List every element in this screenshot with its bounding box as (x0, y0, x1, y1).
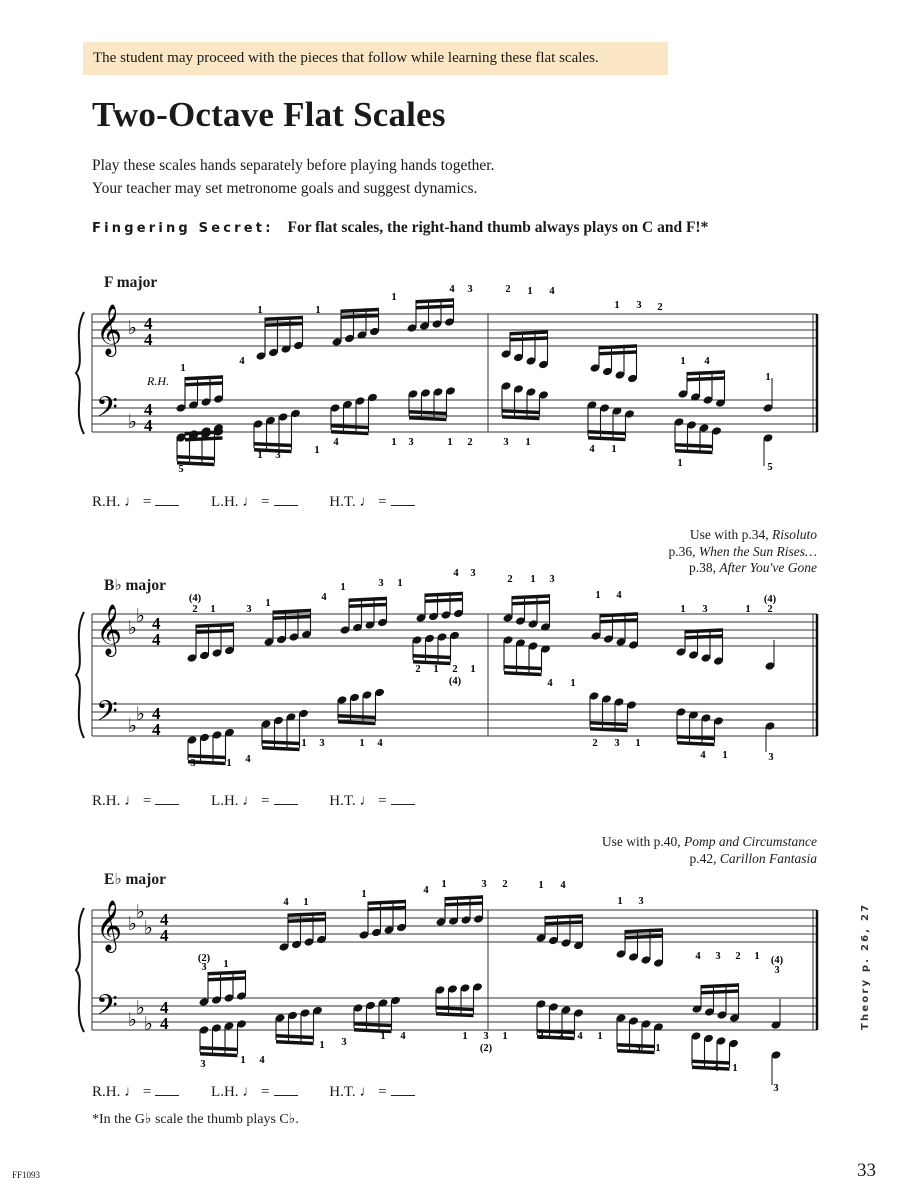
svg-text:2: 2 (502, 879, 508, 890)
rh-tempo-blank[interactable] (155, 792, 179, 805)
svg-text:3: 3 (558, 1031, 564, 1042)
svg-text:1: 1 (745, 604, 751, 615)
svg-text:2: 2 (192, 604, 198, 615)
svg-text:2: 2 (507, 574, 513, 585)
svg-text:♭: ♭ (136, 703, 145, 725)
lh-metronome-label: L.H. ♩ = (211, 793, 270, 809)
metronome-goals-eb-major (92, 1083, 443, 1101)
rh-tempo-blank[interactable] (155, 1083, 179, 1096)
svg-text:1: 1 (340, 582, 346, 593)
svg-text:3: 3 (275, 450, 281, 461)
svg-text:4: 4 (160, 926, 169, 945)
fingering-secret (92, 219, 708, 237)
svg-text:1: 1 (391, 292, 397, 303)
svg-text:𝄞: 𝄞 (96, 304, 123, 355)
svg-text:4: 4 (160, 1014, 169, 1033)
svg-text:3: 3 (503, 437, 509, 448)
lh-metronome-label: L.H. ♩ = (211, 494, 270, 510)
svg-text:1: 1 (314, 445, 320, 456)
rh-tempo-blank[interactable] (155, 493, 179, 506)
catalog-code: FF1093 (12, 1170, 41, 1180)
svg-text:4: 4 (152, 614, 161, 633)
svg-text:1: 1 (433, 664, 439, 675)
footnote: *In the G♭ scale the thumb plays C♭. (92, 1112, 299, 1127)
svg-text:4: 4 (245, 754, 251, 765)
svg-text:1: 1 (391, 437, 397, 448)
svg-text:𝄞: 𝄞 (96, 900, 123, 951)
svg-text:1: 1 (617, 896, 623, 907)
svg-text:1: 1 (180, 363, 186, 374)
svg-text:♭: ♭ (128, 715, 137, 737)
svg-text:1: 1 (359, 738, 365, 749)
svg-text:(4): (4) (763, 594, 777, 605)
svg-text:3: 3 (702, 604, 708, 615)
svg-text:1: 1 (210, 604, 216, 615)
svg-text:𝄢: 𝄢 (96, 391, 118, 431)
svg-text:4: 4 (144, 330, 153, 349)
svg-text:♭: ♭ (128, 1009, 137, 1031)
svg-text:1: 1 (441, 879, 447, 890)
svg-text:4: 4 (144, 400, 153, 419)
svg-text:1: 1 (319, 1040, 325, 1051)
svg-text:3: 3 (773, 1083, 779, 1094)
svg-text:(4): (4) (448, 676, 462, 687)
piece-title: Risoluto (771, 527, 817, 542)
svg-text:𝄢: 𝄢 (96, 989, 118, 1029)
svg-text:1: 1 (315, 305, 321, 316)
fingering-secret-label: Fingering Secret: (92, 221, 274, 236)
svg-text:1: 1 (614, 300, 620, 311)
svg-text:2: 2 (767, 604, 773, 615)
intro-text (92, 154, 494, 200)
svg-text:1: 1 (226, 758, 232, 769)
metronome-goals-f-major (92, 493, 443, 511)
svg-text:1: 1 (303, 897, 309, 908)
info-banner: The student may proceed with the pieces that follow while learning these flat scales. (83, 42, 668, 75)
lh-tempo-blank[interactable] (274, 493, 298, 506)
rh-metronome-label: R.H. ♩ = (92, 494, 152, 510)
side-reference: Theory p. 26, 27 (860, 902, 871, 1030)
ht-metronome-label: H.T. ♩ = (329, 1084, 387, 1100)
svg-text:3: 3 (200, 1059, 206, 1070)
svg-text:♭: ♭ (144, 1013, 153, 1035)
svg-text:5: 5 (767, 462, 773, 473)
svg-text:4: 4 (152, 704, 161, 723)
svg-text:1: 1 (754, 951, 760, 962)
svg-text:1: 1 (655, 1043, 661, 1054)
svg-text:1: 1 (397, 578, 403, 589)
svg-text:♭: ♭ (128, 317, 137, 339)
scale-title-f-major: F major (104, 274, 158, 291)
svg-text:3: 3 (190, 758, 196, 769)
svg-text:1: 1 (470, 664, 476, 675)
svg-text:4: 4 (616, 590, 622, 601)
svg-text:(2): (2) (197, 953, 211, 964)
svg-text:4: 4 (560, 880, 566, 891)
svg-text:♭: ♭ (128, 411, 137, 433)
svg-text:4: 4 (577, 1031, 583, 1042)
svg-text:1: 1 (538, 880, 544, 891)
svg-text:3: 3 (715, 951, 721, 962)
use-with-prefix: Use with p.34, (689, 527, 772, 542)
svg-text:1: 1 (527, 286, 533, 297)
svg-text:3: 3 (636, 300, 642, 311)
svg-text:4: 4 (449, 284, 455, 295)
intro-line-2: Your teacher may set metronome goals and suggest dynamics. (92, 180, 478, 197)
use-with-prefix: p.36, (668, 543, 699, 559)
svg-text:3: 3 (614, 738, 620, 749)
svg-text:♭: ♭ (136, 605, 145, 627)
svg-text:1: 1 (361, 889, 367, 900)
page-number: 33 (857, 1160, 876, 1181)
svg-text:1: 1 (223, 959, 229, 970)
svg-text:2: 2 (467, 437, 473, 448)
svg-text:1: 1 (570, 678, 576, 689)
svg-text:1: 1 (502, 1031, 508, 1042)
svg-text:4: 4 (589, 444, 595, 455)
svg-text:♭: ♭ (136, 901, 145, 923)
svg-text:4: 4 (453, 568, 459, 579)
svg-text:1: 1 (525, 437, 531, 448)
svg-text:4: 4 (333, 437, 339, 448)
svg-text:3: 3 (635, 1043, 641, 1054)
rh-metronome-label: R.H. ♩ = (92, 793, 152, 809)
svg-text:2: 2 (415, 664, 421, 675)
piece-title: When the Sun Rises… (698, 543, 817, 559)
svg-text:3: 3 (774, 965, 780, 976)
svg-text:2: 2 (452, 664, 458, 675)
svg-text:4: 4 (377, 738, 383, 749)
svg-text:3: 3 (481, 879, 487, 890)
svg-text:1: 1 (722, 750, 728, 761)
metronome-goals-bb-major (92, 792, 443, 810)
svg-text:♭: ♭ (128, 913, 137, 935)
svg-text:♭: ♭ (136, 997, 145, 1019)
svg-text:3: 3 (319, 738, 325, 749)
svg-text:4: 4 (695, 951, 701, 962)
svg-text:3: 3 (638, 896, 644, 907)
svg-text:2: 2 (657, 302, 663, 313)
ht-tempo-blank[interactable] (391, 493, 415, 506)
svg-text:𝄢: 𝄢 (96, 695, 118, 735)
scale-title-eb-major: E♭ major (104, 871, 166, 888)
svg-text:4: 4 (259, 1055, 265, 1066)
svg-text:4: 4 (160, 998, 169, 1017)
svg-text:4: 4 (283, 897, 289, 908)
svg-text:4: 4 (144, 314, 153, 333)
svg-text:1: 1 (462, 1031, 468, 1042)
svg-text:4: 4 (160, 910, 169, 929)
svg-text:4: 4 (700, 750, 706, 761)
ht-tempo-blank[interactable] (391, 792, 415, 805)
svg-text:R.H.: R.H. (147, 374, 169, 388)
svg-text:4: 4 (713, 1063, 719, 1074)
svg-text:♭: ♭ (128, 617, 137, 639)
svg-text:3: 3 (549, 574, 555, 585)
ht-metronome-label: H.T. ♩ = (329, 494, 387, 510)
svg-text:(4): (4) (770, 955, 784, 966)
use-with-prefix: p.42, (689, 850, 720, 866)
svg-text:1: 1 (530, 574, 536, 585)
lh-tempo-blank[interactable] (274, 1083, 298, 1096)
use-with-bb-major (669, 527, 817, 577)
svg-text:1: 1 (265, 598, 271, 609)
svg-text:1: 1 (680, 356, 686, 367)
svg-text:2: 2 (735, 951, 741, 962)
svg-text:3: 3 (483, 1031, 489, 1042)
svg-text:2: 2 (592, 738, 598, 749)
svg-text:1: 1 (677, 458, 683, 469)
svg-text:(4): (4) (188, 593, 202, 604)
piece-title: Carillon Fantasia (719, 850, 817, 866)
svg-text:1: 1 (595, 590, 601, 601)
svg-text:3: 3 (201, 962, 207, 973)
svg-text:4: 4 (144, 416, 153, 435)
svg-text:3: 3 (378, 578, 384, 589)
fingering-secret-text: For flat scales, the right-hand thumb always plays on C and F!* (287, 219, 709, 236)
svg-text:1: 1 (732, 1063, 738, 1074)
svg-text:4: 4 (321, 592, 327, 603)
svg-text:4: 4 (239, 356, 245, 367)
svg-text:1: 1 (447, 437, 453, 448)
svg-text:4: 4 (423, 885, 429, 896)
ht-metronome-label: H.T. ♩ = (329, 793, 387, 809)
rh-metronome-label: R.H. ♩ = (92, 1084, 152, 1100)
svg-text:1: 1 (240, 1055, 246, 1066)
svg-text:♭: ♭ (144, 917, 153, 939)
svg-text:3: 3 (246, 604, 252, 615)
svg-text:1: 1 (257, 450, 263, 461)
use-with-prefix: p.38, (689, 560, 720, 575)
svg-text:2: 2 (505, 284, 511, 295)
svg-text:1: 1 (765, 372, 771, 383)
svg-text:3: 3 (768, 752, 774, 763)
svg-text:1: 1 (257, 305, 263, 316)
svg-text:3: 3 (467, 284, 473, 295)
svg-text:(2): (2) (479, 1043, 493, 1054)
piece-title: After You've Gone (719, 560, 817, 575)
svg-text:1: 1 (301, 738, 307, 749)
svg-text:4: 4 (400, 1031, 406, 1042)
svg-text:3: 3 (341, 1037, 347, 1048)
svg-text:4: 4 (152, 720, 161, 739)
svg-text:1: 1 (635, 738, 641, 749)
lh-metronome-label: L.H. ♩ = (211, 1084, 270, 1100)
svg-text:4: 4 (549, 286, 555, 297)
score-f-major (0, 284, 900, 490)
svg-text:2: 2 (538, 1031, 544, 1042)
svg-text:1: 1 (680, 604, 686, 615)
ht-tempo-blank[interactable] (391, 1083, 415, 1096)
page-title: Two-Octave Flat Scales (92, 95, 446, 134)
svg-text:4: 4 (704, 356, 710, 367)
intro-line-1: Play these scales hands separately before playing hands together. (92, 157, 495, 174)
svg-text:1: 1 (611, 444, 617, 455)
use-with-prefix: Use with p.40, (601, 834, 685, 849)
piece-title: Pomp and Circumstance (684, 834, 817, 849)
svg-text:4: 4 (152, 630, 161, 649)
svg-text:3: 3 (408, 437, 414, 448)
lh-tempo-blank[interactable] (274, 792, 298, 805)
svg-text:𝄞: 𝄞 (96, 604, 123, 655)
svg-text:5: 5 (178, 464, 184, 475)
svg-text:4: 4 (547, 678, 553, 689)
svg-text:3: 3 (470, 568, 476, 579)
svg-text:1: 1 (380, 1031, 386, 1042)
scale-title-bb-major: B♭ major (104, 577, 166, 594)
svg-text:1: 1 (597, 1031, 603, 1042)
use-with-eb-major (602, 834, 817, 867)
